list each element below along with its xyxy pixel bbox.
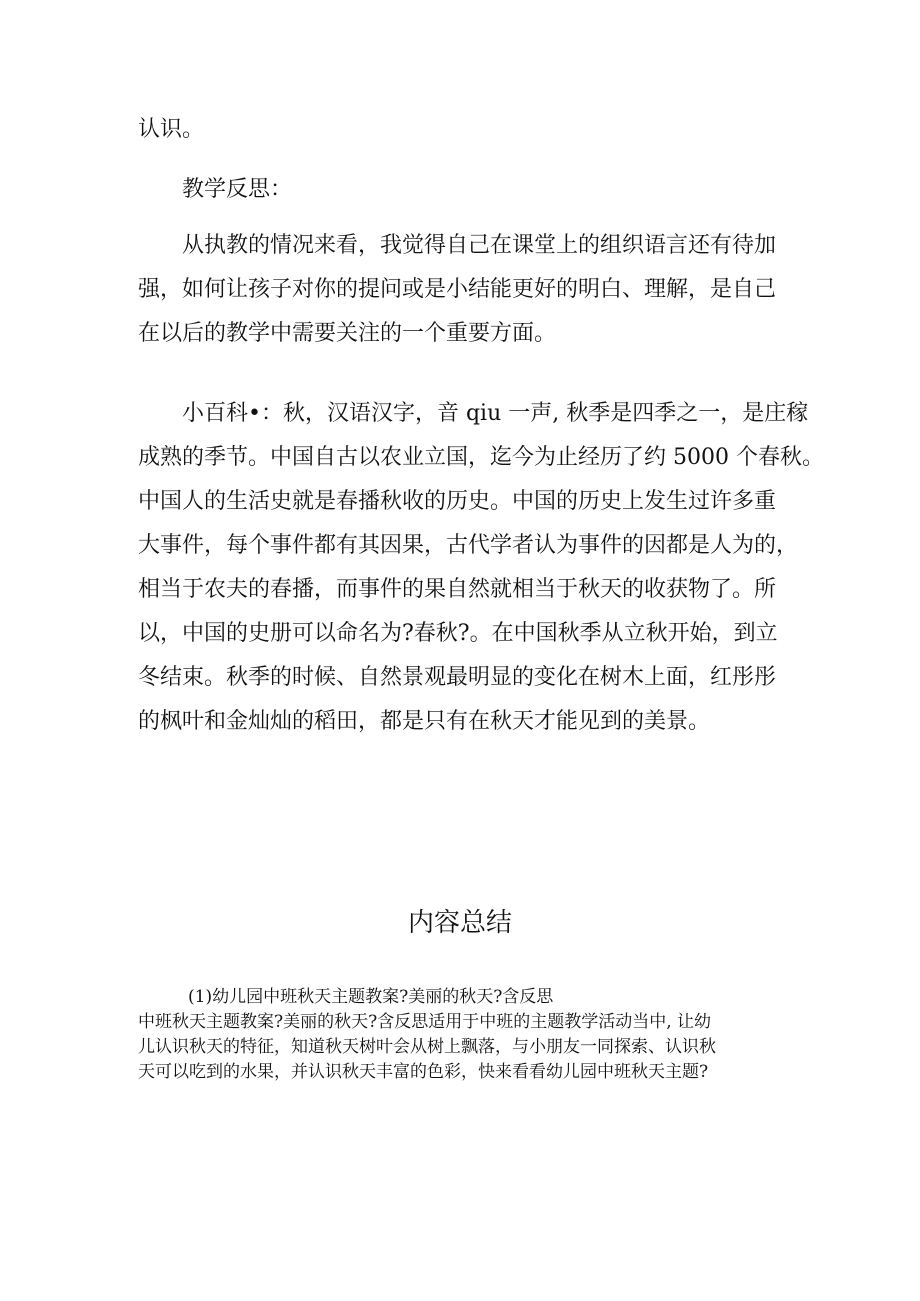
summary-line: 中班秋天主题教案?美丽的秋天?含反思适用于中班的主题教学活动当中, 让幼 [138, 1012, 712, 1032]
text-line: 成熟的季节。中国自古以农业立国，迄今为止经历了约 5000 个春秋。 [138, 445, 824, 470]
section-heading: 教学反思： [182, 177, 293, 202]
text-line: 中国人的生活史就是春播秋收的历史。中国的历史上发生过许多重 [138, 489, 777, 514]
text-line: 以，中国的史册可以命名为?春秋?。在中国秋季从立秋开始，到立 [138, 621, 778, 646]
summary-line: 儿认识秋天的特征，知道秋天树叶会从树上飘落，与小朋友一同探索、认识秋 [138, 1037, 716, 1057]
text-line: 强，如何让孩子对你的提问或是小结能更好的明白、理解，是自己 [138, 277, 777, 302]
summary-title: 内容总结 [407, 908, 512, 938]
paragraph-intro-end [138, 108, 788, 152]
summary-block [138, 985, 788, 1085]
text-line: 冬结束。秋季的时候、自然景观最明显的变化在树木上面，红彤彤 [138, 665, 777, 690]
text-line: 相当于农夫的春播，而事件的果自然就相当于秋天的收获物了。所 [138, 577, 777, 602]
summary-line: 天可以吃到的水果，并认识秋天丰富的色彩，快来看看幼儿园中班秋天主题? [138, 1062, 709, 1082]
text-line: 大事件，每个事件都有其因果，古代学者认为事件的因都是人为的， [138, 533, 799, 558]
paragraph-reflection [138, 224, 788, 356]
text-line: 从执教的情况来看，我觉得自己在课堂上的组织语言还有待加 [182, 233, 777, 258]
paragraph-encyclopedia [138, 392, 824, 744]
text-line: 的枫叶和金灿灿的稻田，都是只有在秋天才能见到的美景。 [138, 709, 711, 734]
paragraph-reflection-heading [138, 168, 788, 212]
text-line: 认识。 [138, 117, 205, 142]
summary-line: (1)幼儿园中班秋天主题教案?美丽的秋天?含反思 [188, 987, 554, 1007]
text-line: 在以后的教学中需要关注的一个重要方面。 [138, 321, 557, 346]
text-line: 小百科•：秋，汉语汉字，音 qiu 一声, 秋季是四季之一，是庄稼 [182, 401, 809, 426]
